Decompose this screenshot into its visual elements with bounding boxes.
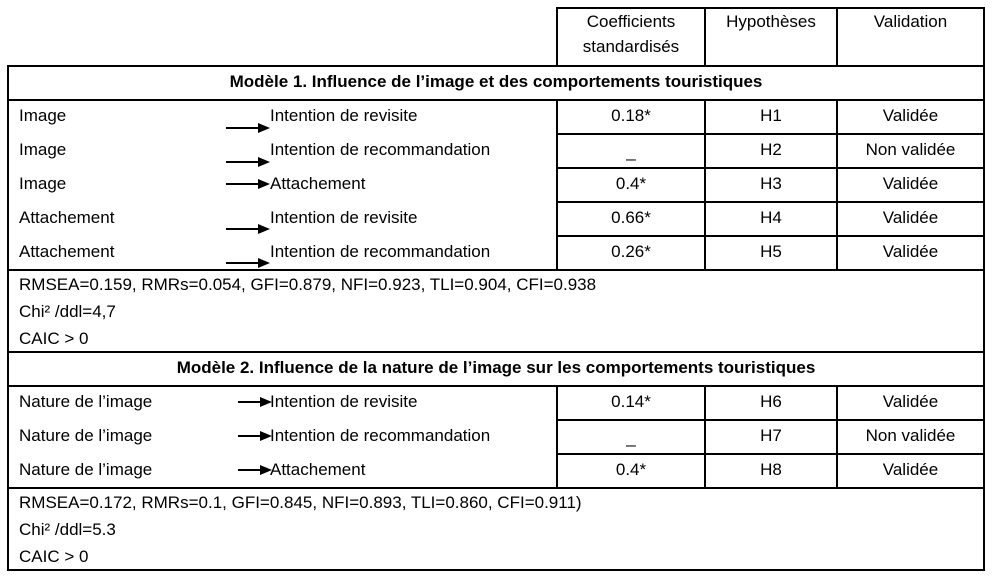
model1-row3-val: Validée — [882, 174, 939, 193]
table-rule — [7, 65, 9, 571]
model2-row3-val: Validée — [882, 460, 939, 479]
model1-title: Modèle 1. Influence de l’image et des comportements touristiques — [229, 72, 763, 91]
model1-row3-target: Attachement — [270, 174, 366, 193]
header-coefficients-line2: standardisés — [582, 37, 680, 56]
model2-row1-val: Validée — [882, 392, 939, 411]
table-rule — [7, 487, 985, 489]
model1-row4-hyp: H4 — [760, 208, 782, 227]
table-rule — [983, 7, 985, 571]
model1-row2-coef: _ — [626, 142, 636, 161]
model1-row1-coef: 0.18* — [611, 106, 651, 125]
model1-row4-coef: 0.66* — [611, 208, 651, 227]
model1-row3-source: Image — [19, 174, 67, 193]
model2-row2-hyp: H7 — [760, 426, 782, 445]
model1-fit-caic: CAIC > 0 — [19, 329, 89, 348]
table-rule — [7, 269, 985, 271]
model1-row2-hyp: H2 — [760, 140, 782, 159]
model1-row5-source: Attachement — [19, 242, 115, 261]
header-hypotheses: Hypothèses — [726, 12, 816, 31]
arrow-right-icon — [226, 221, 270, 235]
table-rule — [556, 235, 985, 237]
model2-row2-coef: _ — [626, 428, 636, 447]
model2-row3-coef: 0.4* — [615, 460, 647, 479]
model2-row3-hyp: H8 — [760, 460, 782, 479]
arrow-right-icon — [226, 120, 270, 134]
model1-row4-target: Intention de revisite — [270, 208, 418, 227]
arrow-right-icon — [238, 463, 272, 477]
table-rule — [7, 569, 985, 571]
model2-row3-source: Nature de l’image — [19, 460, 153, 479]
model1-row1-val: Validée — [882, 106, 939, 125]
model1-row1-source: Image — [19, 106, 67, 125]
table-rule — [7, 351, 985, 353]
model2-row1-source: Nature de l’image — [19, 392, 153, 411]
table-rule — [7, 65, 985, 67]
model2-row1-target: Intention de revisite — [270, 392, 418, 411]
model1-row3-coef: 0.4* — [615, 174, 647, 193]
model1-row5-target: Intention de recommandation — [270, 242, 491, 261]
model1-fit-indices: RMSEA=0.159, RMRs=0.054, GFI=0.879, NFI=0.923, TLI=0.904, CFI=0.938 — [19, 275, 597, 294]
table-rule — [7, 385, 985, 387]
model1-row2-val: Non validée — [865, 140, 956, 159]
table-rule — [556, 167, 985, 169]
model2-fit-caic: CAIC > 0 — [19, 547, 89, 566]
header-validation: Validation — [873, 12, 948, 31]
model1-row5-val: Validée — [882, 242, 939, 261]
model2-row1-hyp: H6 — [760, 392, 782, 411]
model1-row2-source: Image — [19, 140, 67, 159]
model2-fit-chi: Chi² /ddl=5.3 — [19, 520, 116, 539]
model1-row1-hyp: H1 — [760, 106, 782, 125]
arrow-right-icon — [226, 255, 270, 269]
model1-row4-val: Validée — [882, 208, 939, 227]
model1-row3-hyp: H3 — [760, 174, 782, 193]
table-rule — [556, 201, 985, 203]
model2-fit-indices: RMSEA=0.172, RMRs=0.1, GFI=0.845, NFI=0.893, TLI=0.860, CFI=0.911) — [19, 493, 582, 512]
model1-row1-target: Intention de revisite — [270, 106, 418, 125]
table-rule — [556, 133, 985, 135]
header-coefficients-line1: Coefficients — [586, 12, 676, 31]
model2-title: Modèle 2. Influence de la nature de l’image sur les comportements touristiques — [176, 358, 816, 377]
model2-row1-coef: 0.14* — [611, 392, 651, 411]
arrow-right-icon — [238, 429, 272, 443]
table-rule — [556, 7, 985, 9]
arrow-right-icon — [226, 177, 270, 191]
model1-row2-target: Intention de recommandation — [270, 140, 491, 159]
model1-row5-hyp: H5 — [760, 242, 782, 261]
model1-row5-coef: 0.26* — [611, 242, 651, 261]
model2-row2-val: Non validée — [865, 426, 956, 445]
model1-fit-chi: Chi² /ddl=4,7 — [19, 302, 116, 321]
table-rule — [556, 453, 985, 455]
arrow-right-icon — [226, 154, 270, 168]
header-coefficients — [558, 12, 704, 57]
table-rule — [7, 99, 985, 101]
model2-row2-target: Intention de recommandation — [270, 426, 491, 445]
model2-row3-target: Attachement — [270, 460, 366, 479]
arrow-right-icon — [238, 395, 272, 409]
model1-row4-source: Attachement — [19, 208, 115, 227]
model2-row2-source: Nature de l’image — [19, 426, 153, 445]
table-rule — [556, 419, 985, 421]
